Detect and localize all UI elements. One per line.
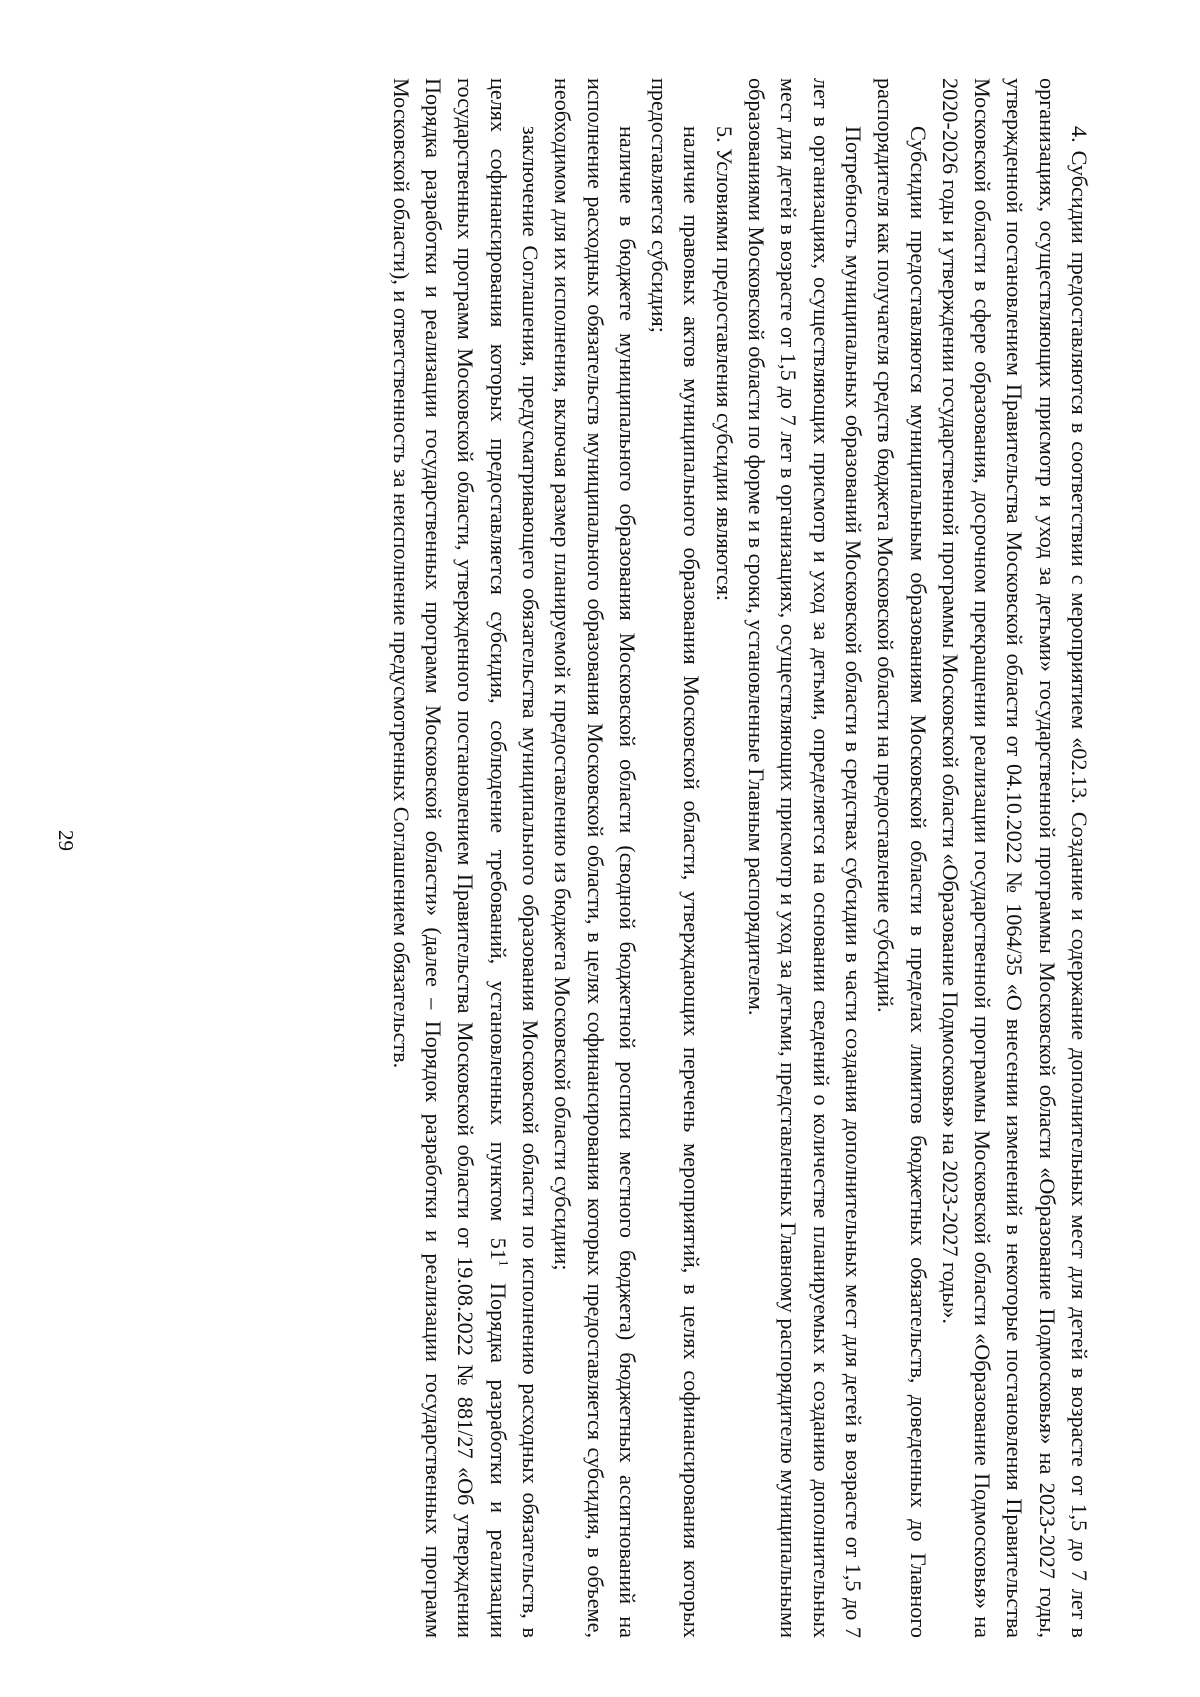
condition-agreement (384, 78, 545, 1638)
paragraph-subsidy-demand: Потребность муниципальных образований Московской области в средствах субсидии в части создания дополнительных мест для детей в возрасте от 1,5 до 7 лет в организациях, осуществляющих присмотр и уход за детьми, определяется на основании сведений о количестве планируемых к созданию дополнительных мест для детей в возрасте от 1,5 до 7 лет в организациях, осуществляющих присмотр и уход за детьми, представленных Главному распорядителю муниципальными образованиями Московской области по форме и в сроки, установленные Главным распорядителем. (744, 78, 866, 1638)
paragraph-subsidy-limits: Субсидии предоставляются муниципальным образованиям Московской области в пределах лимитов бюджетных обязательств, доведенных до Главного распорядителя как получателя средств бюджета Московской области на предоставление субсидий. (873, 78, 931, 1638)
document-body (195, 78, 1095, 1638)
condition-budget-allocations: наличие в бюджете муниципального образования Московской области (сводной бюджетной росписи местного бюджета) бюджетных ассигнований на исполнение расходных обязательств муниципального образования Московской области, в целях софинансирования которых предоставляется субсидия, в объеме, необходимом для их исполнения, включая размер планируемой к предоставлению из бюджета Московской области субсидии; (550, 78, 640, 1638)
paragraph-4: 4. Субсидии предоставляются в соответствии с мероприятием «02.13. Создание и содержание дополнительных мест для детей в возрасте от 1,5 до 7 лет в организациях, осуществляющих присмотр и уход за детьми» государственной программы Московской области «Образование Подмосковья» на 2023-2027 годы, утвержденной постановлением Правительства Московской области от 04.10.2022 № 1064/35 «О внесении изменений в некоторые постановления Правительства Московской области в сфере образования, досрочном прекращении реализации государственной программы Московской области «Образование Подмосковья» на 2020-2026 годы и утверждении государственной программы Московской области «Образование Подмосковья» на 2023-2027 годы». (937, 78, 1092, 1638)
footnote-superscript: 1 (496, 1259, 512, 1267)
page-number: 29 (54, 830, 78, 851)
agreement-text-end: Порядка разработки и реализации государственных программ Московской области, утвержденного постановлением Правительства Московской области от 19.08.2022 № 881/27 «Об утверждении Порядка разработки и реализации государственных программ Московской области» (далее – Порядок разработки и реализации государственных программ Московской области), и ответственность за неисполнение предусмотренных Соглашением обязательств. (388, 78, 511, 1638)
agreement-text-start: заключение Соглашения, предусматривающего обязательства муниципального образования Московской области по исполнению расходных обязательств, в целях софинансирования которых предоставляется субсидия, соблюдение требований, установленных пунктом 51 (485, 78, 543, 1638)
paragraph-5-conditions: 5. Условиями предоставления субсидии являются: (711, 126, 737, 602)
condition-legal-acts: наличие правовых актов муниципального образования Московской области, утверждающих перечень мероприятий, в целях софинансирования которых предоставляется субсидия; (647, 78, 705, 1638)
